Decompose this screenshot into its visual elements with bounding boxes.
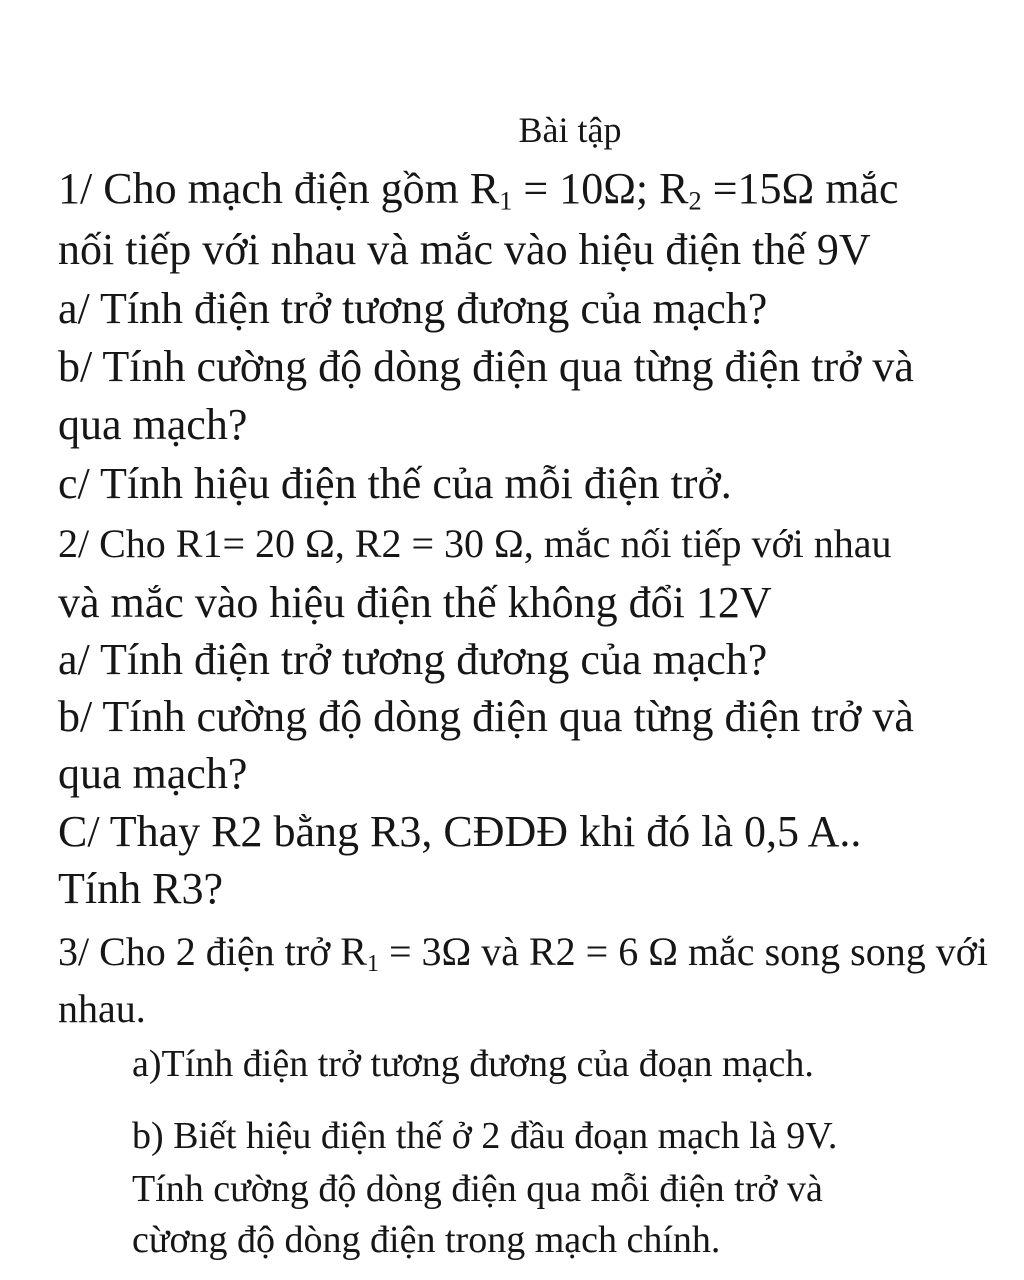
problem1-intro-a: 1/ Cho mạch điện gồm R <box>58 164 500 213</box>
problem3-question-b-cont2: cừơng độ dòng điện trong mạch chính. <box>132 1219 721 1261</box>
problem1-r1-subscript: 1 <box>499 185 513 216</box>
problem1-intro-c: =15Ω mắc <box>701 164 899 213</box>
problem3-intro <box>58 926 988 978</box>
problem1-line2: nối tiếp với nhau và mắc vào hiệu điện thế 9V <box>58 225 871 274</box>
problem3-question-a: a)Tính điện trở tương đương của đoạn mạch. <box>132 1043 814 1085</box>
problem1-question-c: c/ Tính hiệu điện thế của mỗi điện trở. <box>58 459 732 508</box>
problem3-intro-b: = 3Ω và R2 = 6 Ω mắc song song với <box>378 929 988 974</box>
problem1-r2-subscript: 2 <box>688 185 702 216</box>
problem2-question-b: b/ Tính cường độ dòng điện qua từng điện trở và <box>58 692 914 741</box>
problem1-intro <box>58 163 898 215</box>
problem2-question-c-cont: Tính R3? <box>58 864 223 913</box>
problem1-intro-b: = 10Ω; R <box>512 164 689 213</box>
problem2-question-a: a/ Tính điện trở tương đương của mạch? <box>58 635 768 684</box>
problem1-question-b-cont: qua mạch? <box>58 400 248 449</box>
problem3-line2: nhau. <box>58 986 146 1031</box>
problem2-question-c: C/ Thay R2 bằng R3, CĐDĐ khi đó là 0,5 A.. <box>58 807 862 856</box>
page-title: Bài tập <box>518 110 622 150</box>
problem1-question-b: b/ Tính cường độ dòng điện qua từng điện trở và <box>58 342 914 391</box>
problem2-line2: và mắc vào hiệu điện thế không đổi 12V <box>58 578 772 627</box>
problem2-question-b-cont: qua mạch? <box>58 749 248 798</box>
problem3-question-b-cont1: Tính cường độ dòng điện qua mỗi điện trở và <box>132 1168 823 1210</box>
problem3-question-b: b) Biết hiệu điện thế ở 2 đầu đoạn mạch là 9V. <box>132 1115 838 1157</box>
problem3-intro-a: 3/ Cho 2 điện trở R <box>58 929 367 974</box>
problem3-r1-subscript: 1 <box>366 951 379 977</box>
problem2-intro: 2/ Cho R1= 20 Ω, R2 = 30 Ω, mắc nối tiếp với nhau <box>58 521 892 566</box>
problem1-question-a: a/ Tính điện trở tương đương của mạch? <box>58 284 768 333</box>
